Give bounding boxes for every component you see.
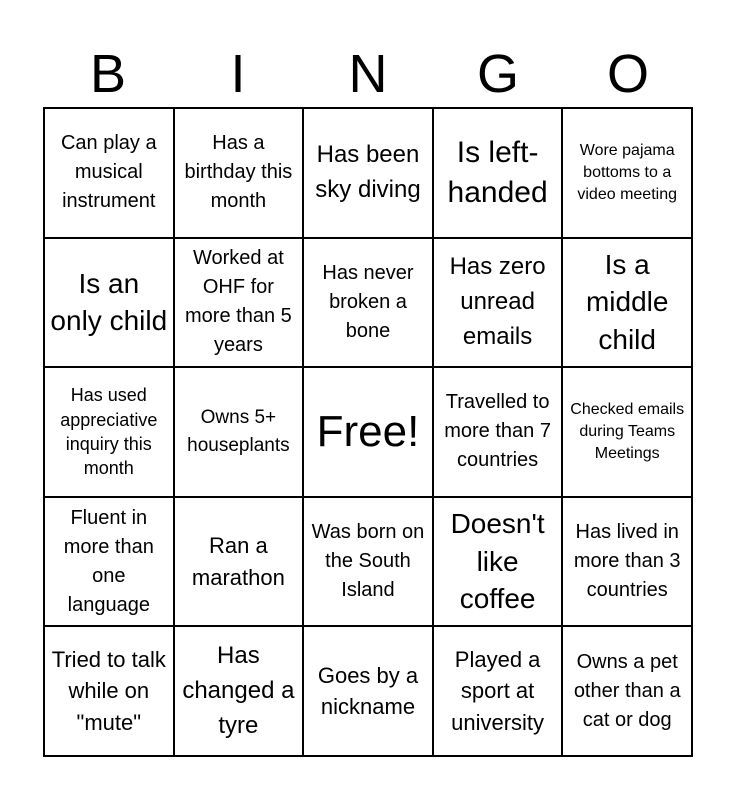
header-letter-i: I (230, 44, 246, 104)
cell-text: Is a middle child (585, 248, 669, 356)
cell-text: Goes by a nickname (317, 662, 419, 720)
cell-text: Tried to talk while on "mute" (51, 646, 166, 736)
cell-text: Has used appreciative inquiry this month (60, 385, 158, 479)
bingo-cell[interactable] (562, 497, 692, 627)
cell-text: Can play a musical instrument (60, 132, 157, 213)
cell-text: Wore pajama bottoms to a video meeting (577, 142, 677, 203)
bingo-cell[interactable] (562, 367, 692, 497)
bingo-cell[interactable] (433, 367, 563, 497)
cell-text: Is an only child (50, 267, 168, 337)
bingo-cell[interactable] (303, 497, 433, 627)
bingo-cell[interactable] (44, 367, 174, 497)
bingo-cell[interactable] (174, 626, 304, 756)
bingo-cell[interactable] (44, 497, 174, 627)
bingo-cell[interactable] (174, 238, 304, 368)
bingo-cell[interactable] (433, 626, 563, 756)
cell-text: Was born on the South Island (311, 521, 425, 602)
header-letter-o: O (606, 44, 649, 104)
bingo-cell[interactable] (174, 108, 304, 238)
bingo-cell[interactable] (44, 238, 174, 368)
cell-text: Is left-handed (447, 136, 548, 209)
cell-text: Owns a pet other than a cat or dog (573, 650, 681, 731)
cell-text: Has zero unread emails (449, 253, 546, 350)
bingo-cell[interactable] (433, 497, 563, 627)
bingo-cell[interactable] (174, 497, 304, 627)
cell-text: Fluent in more than one language (63, 506, 154, 616)
bingo-cell[interactable] (174, 367, 304, 497)
cell-text: Played a sport at university (451, 646, 545, 736)
bingo-cell[interactable] (562, 108, 692, 238)
cell-text: Travelled to more than 7 countries (444, 391, 551, 472)
cell-text: Checked emails during Teams Meetings (570, 401, 685, 462)
bingo-cell[interactable] (433, 238, 563, 368)
bingo-cell[interactable] (44, 108, 174, 238)
cell-text: Has changed a tyre (182, 642, 295, 739)
bingo-cell[interactable] (44, 626, 174, 756)
bingo-cell[interactable] (433, 108, 563, 238)
cell-text: Ran a marathon (191, 532, 285, 590)
bingo-board (43, 107, 693, 757)
bingo-cell[interactable] (562, 238, 692, 368)
cell-text: Has lived in more than 3 countries (573, 521, 681, 602)
header-letter-g: G (476, 44, 519, 104)
cell-text: Has been sky diving (315, 141, 421, 203)
bingo-cell[interactable] (562, 626, 692, 756)
bingo-header (43, 40, 693, 108)
bingo-cell[interactable] (303, 626, 433, 756)
cell-text: Doesn't like coffee (450, 507, 545, 615)
bingo-cell[interactable] (303, 238, 433, 368)
cell-text: Worked at OHF for more than 5 years (185, 247, 292, 357)
bingo-cell[interactable] (303, 108, 433, 238)
free-space[interactable] (303, 367, 433, 497)
cell-text: Has a birthday this month (184, 132, 293, 213)
free-space-text: Free! (316, 406, 420, 456)
cell-text: Owns 5+ houseplants (187, 407, 290, 456)
header-letter-n: N (348, 44, 388, 104)
cell-text: Has never broken a bone (322, 261, 414, 342)
header-letter-b: B (89, 44, 127, 104)
